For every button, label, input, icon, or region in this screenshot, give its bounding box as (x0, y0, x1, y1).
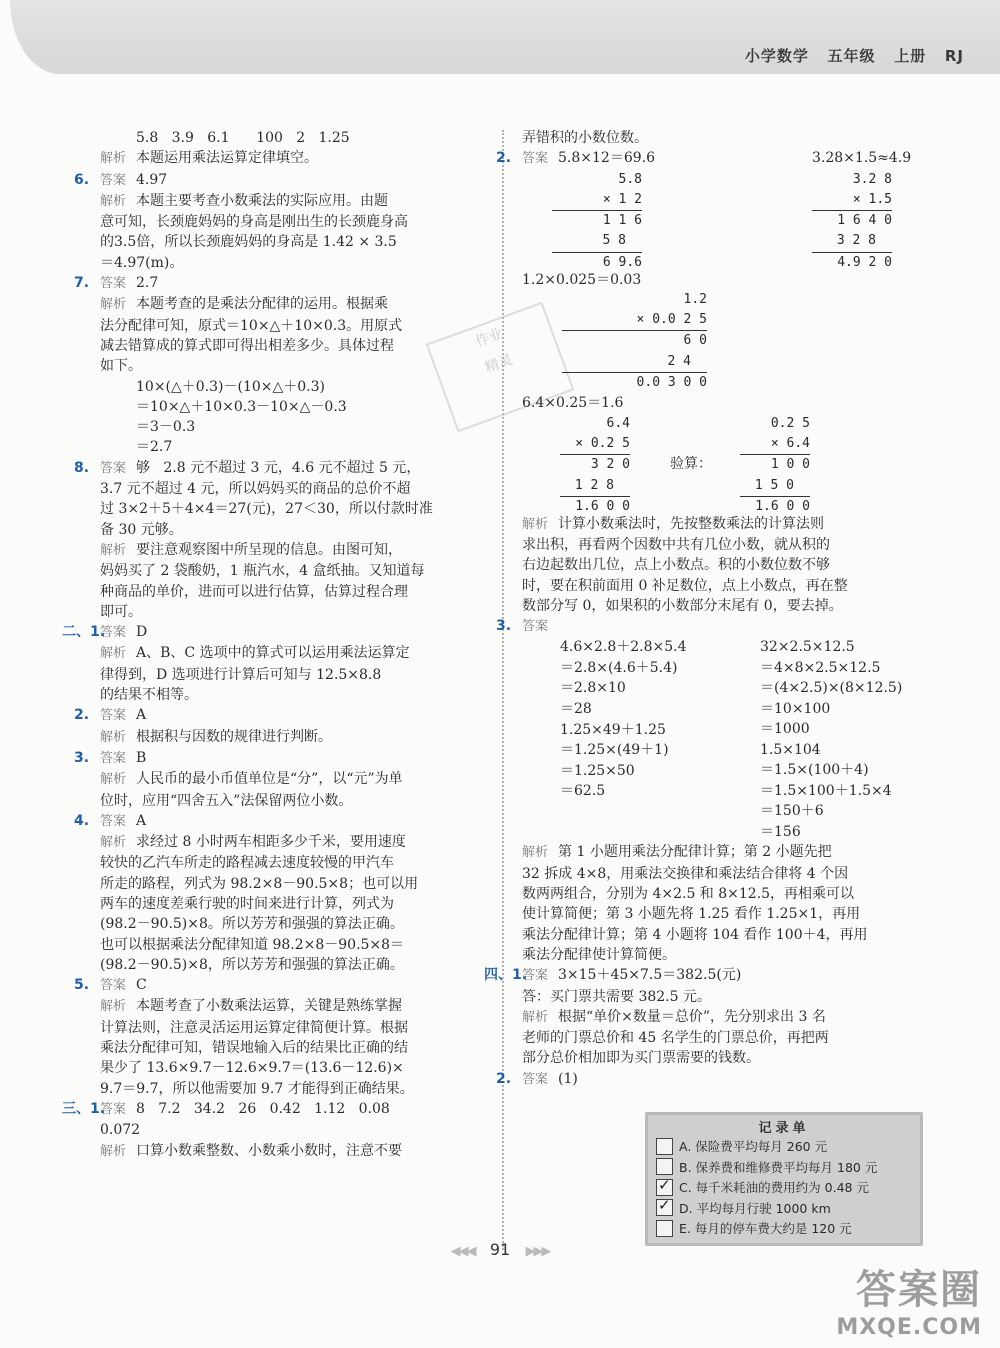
analysis-line (100, 1141, 495, 1162)
calc-line: × 1 2 (552, 190, 642, 211)
analysis-text: 根据“单价×数量＝总价”，先分别求出 3 名 (558, 1008, 826, 1025)
math-grid (522, 637, 932, 842)
answer-line: 3.7 元不超过 4 元，所以妈妈买的商品的总价不超 (100, 481, 411, 498)
arrow-right-icon: ▶▶▶ (525, 1244, 550, 1259)
analysis-line: 的结果不相等。 (100, 687, 198, 704)
question-number: 5. (74, 977, 90, 994)
calc-line: 0.0 3 0 0 (636, 375, 707, 391)
analysis-line: 的3.5倍，所以长颈鹿妈妈的身高是 1.42 × 3.5 (100, 234, 397, 251)
math-line: ＝150＋6 (760, 803, 824, 820)
record-item-e (648, 1218, 920, 1239)
answer-label: 答案 (522, 619, 549, 635)
math-line: ＝1.5×100＋1.5×4 (760, 782, 892, 799)
question-number: 2. (496, 150, 512, 167)
calc-line: × 6.4 (740, 434, 810, 455)
analysis-label: 解析 (100, 772, 127, 788)
analysis-line (522, 1007, 932, 1028)
record-item-label: B. 保养费和维修费平均每月 180 元 (679, 1159, 878, 1175)
question-8 (74, 458, 495, 479)
calc-line: × 0.0 2 5 (562, 310, 707, 331)
question-3 (496, 616, 932, 637)
analysis-line: 也可以根据乘法分配律知道 98.2×8－90.5×8＝ (100, 936, 405, 953)
analysis-line: (98.2－90.5)×8，所以芳芳和强强的算法正确。 (100, 956, 404, 973)
record-item-a (648, 1136, 920, 1157)
math-line: ＝10×100 (760, 700, 831, 717)
analysis-line: 时，要在积前面用 0 补足数位，点上小数点，再在整 (522, 577, 848, 594)
analysis-line (100, 540, 495, 561)
analysis-text: A、B、C 选项中的算式可以运用乘法运算定 (136, 645, 410, 662)
analysis-text: 根据积与因数的规律进行判断。 (136, 728, 333, 745)
section-2-question-3 (74, 748, 495, 769)
math-line: 1.5×104 (760, 741, 821, 758)
analysis-label: 解析 (100, 729, 127, 745)
checkbox-icon (656, 1138, 673, 1155)
math-line: ＝2.7 (136, 439, 173, 456)
record-item-d (648, 1198, 920, 1219)
answer-label: 答案 (100, 625, 127, 641)
analysis-line: 右边起数出几位，点上小数点。积的小数位数不够 (522, 557, 830, 574)
analysis-line (522, 514, 932, 535)
section-4-question-2 (496, 1069, 932, 1090)
arrow-left-icon: ◀◀◀ (450, 1244, 475, 1259)
analysis-label: 解析 (100, 646, 127, 662)
math-line: ＝1.5×(100＋4) (760, 762, 869, 779)
checkbox-icon (656, 1158, 673, 1175)
calc-line: 3.2 8 (852, 171, 892, 187)
analysis-line: 部分总价相加即为买门票需要的钱数。 (522, 1050, 760, 1067)
question-number: 3. (74, 749, 90, 766)
analysis-line: 乘法分配律使计算简便。 (522, 946, 676, 963)
analysis-text: 计算小数乘法时，先按整数乘法的计算法则 (558, 515, 825, 532)
math-line: ＝1.25×50 (560, 762, 635, 779)
analysis-line (100, 996, 495, 1017)
vertical-calc (562, 290, 707, 393)
analysis-label: 解析 (100, 193, 127, 209)
answer-value: D (136, 624, 148, 641)
analysis-label: 解析 (522, 1009, 549, 1025)
section-number: 二、1. (62, 624, 106, 641)
stamp-text: 作业 (473, 325, 506, 351)
analysis-line (100, 191, 495, 212)
answer-label: 答案 (100, 978, 127, 994)
answer-label: 答案 (522, 151, 549, 167)
section-number: 四、1. (484, 967, 528, 984)
vertical-calc (560, 414, 630, 517)
answer-line: 答：买门票共需要 382.5 元。 (522, 988, 711, 1005)
answer-label: 答案 (522, 1071, 549, 1087)
calc-line: × 0.2 5 (560, 434, 630, 455)
page-footer (0, 1240, 1000, 1259)
calc-line: 6 0 (683, 333, 707, 349)
record-item-label: D. 平均每月行驶 1000 km (679, 1200, 831, 1216)
answer-value: 8 7.2 34.2 26 0.42 1.12 0.08 (136, 1100, 390, 1117)
analysis-label: 解析 (100, 999, 127, 1015)
calc-line: 1.6 0 0 (755, 498, 810, 514)
checkbox-icon (656, 1220, 673, 1237)
analysis-line (100, 832, 495, 853)
section-2-question-1 (62, 622, 495, 643)
math-line: ＝(4×2.5)×(8×12.5) (760, 680, 903, 697)
math-line: ＝156 (760, 823, 801, 840)
analysis-text: 本题运用乘法运算定律填空。 (136, 150, 319, 167)
math-block (560, 720, 750, 843)
answer-line: 过 3×2＋5＋4×4＝27(元)，27＜30，所以付款时准 (100, 501, 433, 518)
answer-line: 5.8 3.9 6.1 100 2 1.25 (136, 130, 350, 146)
math-line: ＝62.5 (560, 783, 606, 800)
calc-line: 5 8 (552, 231, 642, 252)
answer-value: 5.8×12＝69.6 (558, 150, 655, 167)
analysis-line: 法分配律可知，原式＝10×△＋10×0.3。用原式 (100, 317, 403, 334)
analysis-line: 位时，应用“四舍五入”法保留两位小数。 (100, 792, 353, 809)
checkmark-icon (656, 1179, 673, 1196)
math-line: ＝2.8×10 (560, 680, 626, 697)
analysis-line: 9.7＝9.7，所以他需要加 9.7 才能得到正确结果。 (100, 1080, 414, 1097)
record-card (645, 1112, 923, 1246)
analysis-text: 本题主要考查小数乘法的实际应用。由题 (136, 192, 389, 209)
record-item-label: C. 每千米耗油的费用约为 0.48 元 (679, 1180, 869, 1196)
vertical-calcs-1 (522, 170, 932, 270)
vertical-calc (812, 170, 892, 273)
analysis-line: 较快的乙汽车所走的路程减去速度较慢的甲汽车 (100, 855, 394, 872)
math-block (760, 637, 960, 740)
analysis-line (100, 769, 495, 790)
analysis-text: 本题考查了小数乘法运算，关键是熟练掌握 (136, 998, 403, 1015)
math-line: 4.6×2.8＋2.8×5.4 (560, 639, 687, 656)
calc-line: 3 2 8 (812, 231, 892, 252)
analysis-line: 乘法分配律可知，错误地输入后的结果比正确的结 (100, 1040, 408, 1057)
page-number: 91 (489, 1240, 511, 1259)
calc-line: 1.6 0 0 (575, 498, 630, 514)
analysis-label: 解析 (100, 835, 127, 851)
answer-value: A (136, 812, 147, 829)
analysis-text: 人民币的最小币值单位是“分”，以“元”为单 (136, 771, 403, 788)
checkmark-icon (656, 1199, 673, 1216)
calc-line: × 1.5 (812, 190, 892, 211)
analysis-line: 数部分写 0，如果积的小数部分末尾有 0，要去掉。 (522, 597, 843, 614)
math-line: ＝3－0.3 (136, 419, 196, 436)
section-number: 三、1. (62, 1100, 106, 1117)
header-band (10, 0, 1000, 74)
analysis-label: 解析 (100, 297, 127, 313)
answer-label: 答案 (100, 460, 127, 476)
analysis-line (100, 727, 495, 748)
analysis-label: 解析 (522, 845, 549, 861)
answer-line: 弄错积的小数位数。 (522, 130, 648, 146)
record-item-label: A. 保险费平均每月 260 元 (679, 1139, 828, 1155)
analysis-text: 第 1 小题用乘法分配律计算；第 2 小题先把 (558, 844, 832, 861)
question-2 (496, 148, 932, 169)
math-line: ＝28 (560, 700, 592, 717)
section-2-question-5 (74, 975, 495, 996)
analysis-line: 计算法则，注意灵活运用运算定律简便计算。根据 (100, 1019, 408, 1036)
vertical-calc (552, 170, 642, 273)
question-number: 6. (74, 171, 90, 188)
analysis-line: 求出积，再看两个因数中共有几位小数，就从积的 (522, 536, 830, 553)
record-item-label: E. 每月的停车费大约是 120 元 (679, 1221, 852, 1237)
analysis-line: 32 拆成 4×8，用乘法交换律和乘法结合律将 4 个因 (522, 865, 849, 882)
calc-line: 1 5 0 (740, 476, 810, 497)
answer-value: 3.28×1.5≈4.9 (812, 150, 912, 167)
analysis-text: 本题考查的是乘法分配律的运用。根据乘 (136, 296, 389, 313)
analysis-text: 求经过 8 小时两车相距多少千米，要用速度 (136, 834, 406, 851)
math-line: ＝4×8×2.5×12.5 (760, 659, 881, 676)
analysis-line: 即可。 (100, 603, 142, 620)
analysis-line (100, 643, 495, 664)
analysis-label: 解析 (522, 516, 549, 532)
calc-line: 6.4 (606, 415, 630, 431)
answer-label: 答案 (100, 1101, 127, 1117)
analysis-line: 减去错算成的算式即可得出相差多少。具体过程 (100, 337, 394, 354)
math-line: 6.4×0.25＝1.6 (522, 395, 624, 412)
calc-line: 1 0 0 (770, 457, 810, 473)
analysis-line: 意可知，长颈鹿妈妈的身高是刚出生的长颈鹿身高 (100, 214, 408, 231)
math-line: 10×(△＋0.3)－(10×△＋0.3) (136, 378, 325, 395)
answer-value: 3×15＋45×7.5＝382.5(元) (558, 967, 742, 984)
vertical-calcs-2 (522, 414, 932, 514)
section-2-question-4 (74, 811, 495, 832)
calc-line: 4.9 2 0 (837, 254, 892, 270)
record-item-c (648, 1177, 920, 1198)
analysis-line (100, 294, 495, 315)
calc-line: 0.2 5 (770, 415, 810, 431)
answer-label: 答案 (100, 172, 127, 188)
analysis-line: 两车的速度差乘行驶的时间来进行计算，列式为 (100, 895, 394, 912)
analysis-line: 种商品的单价，进而可以进行估算，估算过程合理 (100, 583, 408, 600)
calc-line: 2 4 (562, 352, 707, 373)
site-logo-watermark (836, 1258, 982, 1340)
analysis-line: (98.2－90.5)×8。所以芳芳和强强的算法正确。 (100, 916, 404, 933)
question-number: 2. (74, 707, 90, 724)
analysis-line: 如下。 (100, 358, 142, 375)
calc-line: 6 9.6 (602, 254, 642, 270)
page-header-title: 小学数学 五年级 上册 RJ (744, 47, 964, 65)
answer-label: 答案 (100, 750, 127, 766)
question-number: 2. (496, 1070, 512, 1087)
analysis-line (522, 842, 932, 863)
section-3-question-1 (62, 1099, 495, 1120)
answer-value: 够 2.8 元不超过 3 元，4.6 元不超过 5 元， (136, 459, 421, 476)
answer-line: 0.072 (100, 1122, 141, 1139)
calc-line: 1 6 4 0 (837, 213, 892, 229)
question-number: 7. (74, 275, 90, 292)
answer-label: 答案 (522, 968, 549, 984)
calc-line: 1 1 6 (602, 213, 642, 229)
answer-label: 答案 (100, 276, 127, 292)
analysis-line: 乘法分配律计算；第 4 小题将 104 看作 100＋4，再用 (522, 926, 868, 943)
math-line: ＝10×△＋10×0.3－10×△－0.3 (136, 398, 347, 415)
question-number: 4. (74, 812, 90, 829)
answer-value: 2.7 (136, 275, 159, 292)
analysis-line: 律得到，D 选项进行计算后可知与 12.5×8.8 (100, 666, 382, 683)
analysis-line: 妈妈买了 2 袋酸奶，1 瓶汽水，4 盒纸抽。又知道每 (100, 563, 425, 580)
analysis-text: 要注意观察图中所呈现的信息。由图可知， (136, 541, 403, 558)
record-title: 记录单 (758, 1121, 810, 1136)
logo-url: MXQE.COM (836, 1315, 982, 1340)
answer-value: (1) (558, 1070, 578, 1087)
analysis-line: 果少了 13.6×9.7－12.6×9.7＝(13.6－12.6)× (100, 1060, 404, 1077)
calc-line: 3 2 0 (590, 457, 630, 473)
answer-value: C (136, 977, 147, 994)
logo-text: 答案圈 (856, 1267, 982, 1313)
math-line: ＝1.25×(49＋1) (560, 742, 669, 759)
calc-line: 1.2 (683, 291, 707, 307)
calc-line: 1 2 8 (560, 476, 630, 497)
analysis-label: 解析 (100, 151, 127, 167)
question-number: 8. (74, 459, 90, 476)
section-4-question-1 (484, 965, 932, 986)
analysis-line: 老师的门票总价和 45 名学生的门票总价，再把两 (522, 1030, 829, 1047)
math-line: 1.2×0.025＝0.03 (522, 271, 642, 288)
analysis-text: 口算小数乘整数、小数乘小数时，注意不要 (136, 1142, 403, 1159)
math-line: ＝1000 (760, 721, 810, 738)
check-label: 验算： (670, 455, 712, 472)
calc-line: 5.8 (618, 171, 642, 187)
answer-value: A (136, 707, 147, 724)
math-line: 32×2.5×12.5 (760, 639, 855, 656)
stamp-text: 精灵 (483, 351, 515, 377)
left-column (62, 128, 495, 1162)
analysis-label: 解析 (100, 1143, 127, 1159)
vertical-calc (740, 414, 810, 517)
answer-line: 备 30 元够。 (100, 521, 183, 538)
answer-label: 答案 (100, 708, 127, 724)
analysis-line: 数两两组合，分别为 4×2.5 和 8×12.5，再相乘可以 (522, 886, 855, 903)
section-2-question-2 (74, 705, 495, 726)
question-7 (74, 273, 495, 294)
answer-label: 答案 (100, 813, 127, 829)
record-item-b (648, 1157, 920, 1178)
analysis-line: ＝4.97(m)。 (100, 254, 184, 271)
math-line: ＝2.8×(4.6＋5.4) (560, 659, 678, 676)
math-block (760, 740, 960, 843)
question-number: 3. (496, 618, 512, 635)
question-6 (74, 170, 495, 191)
analysis-line (100, 148, 495, 169)
analysis-line: 所走的路程，列式为 98.2×8－90.5×8；也可以用 (100, 875, 419, 892)
analysis-line: 使计算简便；第 3 小题先将 1.25 看作 1.25×1，再用 (522, 906, 861, 923)
analysis-label: 解析 (100, 542, 127, 558)
math-line: 1.25×49＋1.25 (560, 721, 666, 738)
answer-value: 4.97 (136, 171, 168, 188)
answer-value: B (136, 749, 147, 766)
